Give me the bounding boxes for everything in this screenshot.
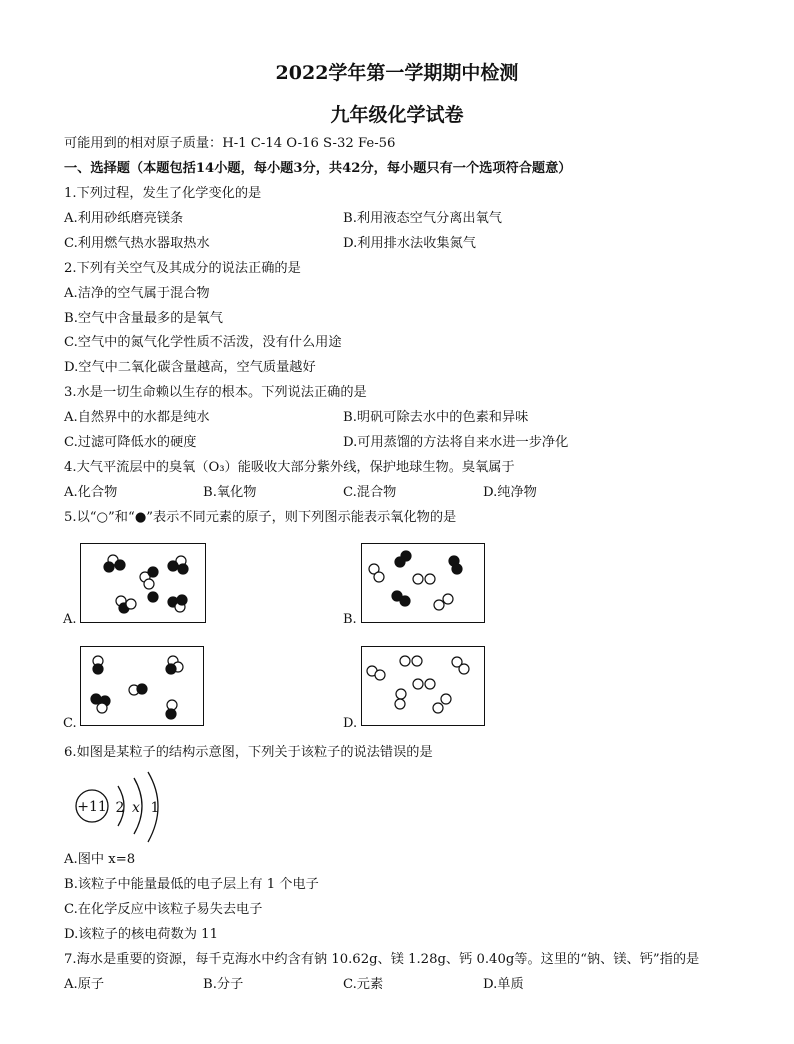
q5-option-c-label: C.	[63, 716, 77, 731]
q1-option-a: A.利用砂纸磨亮镁条	[64, 211, 184, 226]
q3-stem: 3.水是一切生命赖以生存的根本。下列说法正确的是	[64, 385, 367, 400]
q6-nucleus-charge: +11	[77, 799, 107, 815]
q6-atom-structure-diagram	[70, 770, 180, 850]
q5-option-b-label: B.	[343, 612, 357, 627]
q1-option-b: B.利用液态空气分离出氧气	[343, 211, 502, 226]
q3-option-c: C.过滤可降低水的硬度	[64, 435, 197, 450]
q3-option-a: A.自然界中的水都是纯水	[64, 410, 210, 425]
q5-diagram-a	[80, 543, 206, 623]
q6-stem: 6.如图是某粒子的结构示意图，下列关于该粒子的说法错误的是	[64, 745, 433, 760]
q6-shell3-electrons: 1	[150, 800, 160, 816]
q7-option-c: C.元素	[343, 977, 384, 992]
q5-diagram-d	[361, 646, 485, 726]
section-heading: 一、选择题（本题包括14小题，每小题3分，共42分，每小题只有一个选项符合题意）	[64, 161, 572, 176]
q3-option-d: D.可用蒸馏的方法将自来水进一步净化	[343, 435, 569, 450]
q5-diagram-d-molecules	[362, 647, 484, 725]
q4-option-a: A.化合物	[64, 485, 118, 500]
q6-option-c: C.在化学反应中该粒子易失去电子	[64, 902, 263, 917]
q5-option-d-label: D.	[343, 716, 358, 731]
q4-stem: 4.大气平流层中的臭氧（O₃）能吸收大部分紫外线，保护地球生物。臭氧属于	[64, 460, 515, 475]
q6-shell2-electrons: x	[132, 800, 140, 816]
q5-diagram-b-molecules	[362, 544, 484, 622]
q1-option-c: C.利用燃气热水器取热水	[64, 236, 210, 251]
q5-diagram-c-molecules	[81, 647, 203, 725]
q7-option-d: D.单质	[483, 977, 524, 992]
q1-stem: 1.下列过程，发生了化学变化的是	[64, 186, 262, 201]
q1-option-d: D.利用排水法收集氮气	[343, 236, 476, 251]
q5-diagram-b	[361, 543, 485, 623]
exam-subtitle: 九年级化学试卷	[330, 104, 464, 126]
q4-option-b: B.氧化物	[203, 485, 257, 500]
q4-option-c: C.混合物	[343, 485, 397, 500]
q2-option-c: C.空气中的氮气化学性质不活泼，没有什么用途	[64, 335, 342, 350]
q7-stem: 7.海水是重要的资源，每千克海水中约含有钠 10.62g、镁 1.28g、钙 0.40g等。这里的“钠、镁、钙”指的是	[64, 952, 700, 967]
q6-option-b: B.该粒子中能量最低的电子层上有 1 个电子	[64, 877, 319, 892]
q6-option-a: A.图中 x=8	[64, 852, 136, 867]
q5-diagram-c	[80, 646, 204, 726]
exam-title: 2022学年第一学期期中检测	[275, 62, 519, 84]
q3-option-b: B.明矾可除去水中的色素和异味	[343, 410, 529, 425]
q2-option-b: B.空气中含量最多的是氧气	[64, 311, 223, 326]
q5-diagram-a-molecules	[81, 544, 205, 622]
atomic-masses: 可能用到的相对原子质量：H-1 C-14 O-16 S-32 Fe-56	[64, 136, 396, 151]
q5-stem: 5.以“○”和“●”表示不同元素的原子，则下列图示能表示氧化物的是	[64, 510, 457, 525]
q6-shell1-electrons: 2	[115, 800, 125, 816]
q6-option-d: D.该粒子的核电荷数为 11	[64, 927, 218, 942]
q2-stem: 2.下列有关空气及其成分的说法正确的是	[64, 261, 301, 276]
q4-option-d: D.纯净物	[483, 485, 537, 500]
q7-option-a: A.原子	[64, 977, 105, 992]
q7-option-b: B.分子	[203, 977, 244, 992]
q5-option-a-label: A.	[63, 612, 77, 627]
q2-option-a: A.洁净的空气属于混合物	[64, 286, 210, 301]
q2-option-d: D.空气中二氧化碳含量越高，空气质量越好	[64, 360, 316, 375]
